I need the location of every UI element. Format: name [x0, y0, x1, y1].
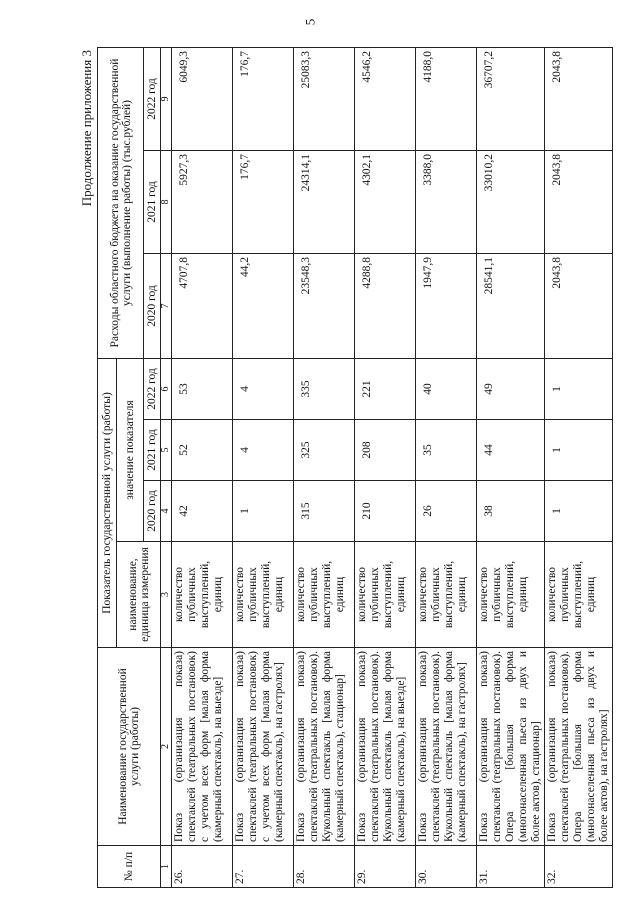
budget-2021: 33010,2 [477, 151, 545, 254]
budget-2020: 28541,1 [477, 254, 545, 359]
table-row [545, 48, 613, 888]
service-name: Показ (организация показа) спектаклей (театральных постановок) с учетом всех форм [малая форма (камерный спектакль), на выезде] [172, 648, 233, 846]
header-unit: наименование, единица измерения [117, 542, 161, 648]
row-number: 32. [545, 846, 613, 888]
budget-2020: 23548,3 [294, 254, 355, 359]
value-2020: 315 [294, 481, 355, 542]
unit-cell: количество публичных выступлений, единиц [477, 542, 545, 648]
table-row [233, 48, 294, 888]
header-year: 2021 год [144, 151, 161, 254]
budget-2022: 36707,2 [477, 48, 545, 151]
table-body [172, 48, 613, 888]
budget-2020: 4288,8 [355, 254, 416, 359]
service-name: Показ (организация показа) спектаклей (театральных постановок) с учетом всех форм [малая форма (камерный спектакль), на гастролях] [233, 648, 294, 846]
budget-2022: 176,7 [233, 48, 294, 151]
table-row [172, 48, 233, 888]
row-number: 30. [416, 846, 477, 888]
column-number: 7 [161, 254, 172, 359]
value-2022: 49 [477, 359, 545, 420]
service-name: Показ (организация показа) спектаклей (театральных постановок). Опера [большая форма (многонаселенная пьеса из двух и более актов), на гастролях] [545, 648, 613, 846]
row-number: 29. [355, 846, 416, 888]
budget-2021: 24314,1 [294, 151, 355, 254]
table-row [416, 48, 477, 888]
budget-2022: 6049,3 [172, 48, 233, 151]
value-2022: 1 [545, 359, 613, 420]
service-name: Показ (организация показа) спектаклей (театральных постановок). Кукольный спектакль [малая форма (камерный спектакль), на гастролях] [416, 648, 477, 846]
budget-2022: 4546,2 [355, 48, 416, 151]
column-numbers-row [161, 48, 172, 888]
header-budget-group: Расходы областного бюджета на оказание государственной услуги (выполнение работы) (тыс.рублей) [98, 48, 144, 359]
budget-2022: 2043,8 [545, 48, 613, 151]
table-row [477, 48, 545, 888]
unit-cell: количество публичных выступлений, единиц [294, 542, 355, 648]
value-2020: 38 [477, 481, 545, 542]
value-2021: 44 [477, 420, 545, 481]
header-year: 2021 год [144, 420, 161, 481]
column-number: 5 [161, 420, 172, 481]
budget-2020: 2043,8 [545, 254, 613, 359]
budget-2021: 2043,8 [545, 151, 613, 254]
value-2022: 4 [233, 359, 294, 420]
value-2021: 325 [294, 420, 355, 481]
service-name: Показ (организация показа) спектаклей (театральных постановок). Кукольный спектакль [малая форма (камерный спектакль), на выезде] [355, 648, 416, 846]
header-service-name: Наименование государственной услуги (работы) [98, 648, 161, 846]
budget-2021: 3388,0 [416, 151, 477, 254]
page-number-text: 5 [302, 18, 317, 26]
value-2021: 1 [545, 420, 613, 481]
column-number: 3 [161, 542, 172, 648]
value-2021: 52 [172, 420, 233, 481]
header-num: № п/п [98, 846, 161, 888]
unit-cell: количество публичных выступлений, единиц [172, 542, 233, 648]
unit-cell: количество публичных выступлений, единиц [233, 542, 294, 648]
value-2020: 26 [416, 481, 477, 542]
table-row [294, 48, 355, 888]
budget-2020: 1947,9 [416, 254, 477, 359]
row-number: 28. [294, 846, 355, 888]
service-name: Показ (организация показа) спектаклей (театральных постановок). Опера [большая форма (многонаселенная пьеса из двух и более актов), стационар] [477, 648, 545, 846]
value-2020: 1 [545, 481, 613, 542]
unit-cell: количество публичных выступлений, единиц [416, 542, 477, 648]
value-2022: 40 [416, 359, 477, 420]
row-number: 31. [477, 846, 545, 888]
rotated-page [80, 48, 627, 888]
column-number: 4 [161, 481, 172, 542]
budget-2021: 4302,1 [355, 151, 416, 254]
value-2022: 221 [355, 359, 416, 420]
budget-2021: 176,7 [233, 151, 294, 254]
column-number: 6 [161, 359, 172, 420]
budget-2021: 5927,3 [172, 151, 233, 254]
column-number: 8 [161, 151, 172, 254]
unit-cell: количество публичных выступлений, единиц [545, 542, 613, 648]
budget-2022: 25083,3 [294, 48, 355, 151]
header-value-group: значение показателя [117, 359, 144, 542]
value-2020: 1 [233, 481, 294, 542]
table-header [98, 48, 172, 888]
row-number: 26. [172, 846, 233, 888]
row-number: 27. [233, 846, 294, 888]
service-name: Показ (организация показа) спектаклей (театральных постановок). Кукольный спектакль [малая форма (камерный спектакль), стационар] [294, 648, 355, 846]
unit-cell: количество публичных выступлений, единиц [355, 542, 416, 648]
value-2021: 4 [233, 420, 294, 481]
header-indicator-group: Показатель государственной услуги (работы) [98, 359, 117, 648]
header-year: 2022 год [144, 48, 161, 151]
column-number: 2 [161, 648, 172, 846]
value-2020: 42 [172, 481, 233, 542]
value-2021: 208 [355, 420, 416, 481]
table-row [355, 48, 416, 888]
budget-2022: 4188,0 [416, 48, 477, 151]
continuation-label: Продолжение приложения 3 [79, 50, 94, 207]
header-year: 2022 год [144, 359, 161, 420]
budget-table [97, 47, 613, 888]
budget-2020: 44,2 [233, 254, 294, 359]
column-number: 9 [161, 48, 172, 151]
value-2020: 210 [355, 481, 416, 542]
value-2022: 335 [294, 359, 355, 420]
value-2021: 35 [416, 420, 477, 481]
header-year: 2020 год [144, 254, 161, 359]
header-year: 2020 год [144, 481, 161, 542]
budget-2020: 4707,8 [172, 254, 233, 359]
value-2022: 53 [172, 359, 233, 420]
column-number: 1 [161, 846, 172, 888]
page-number [300, 8, 320, 36]
